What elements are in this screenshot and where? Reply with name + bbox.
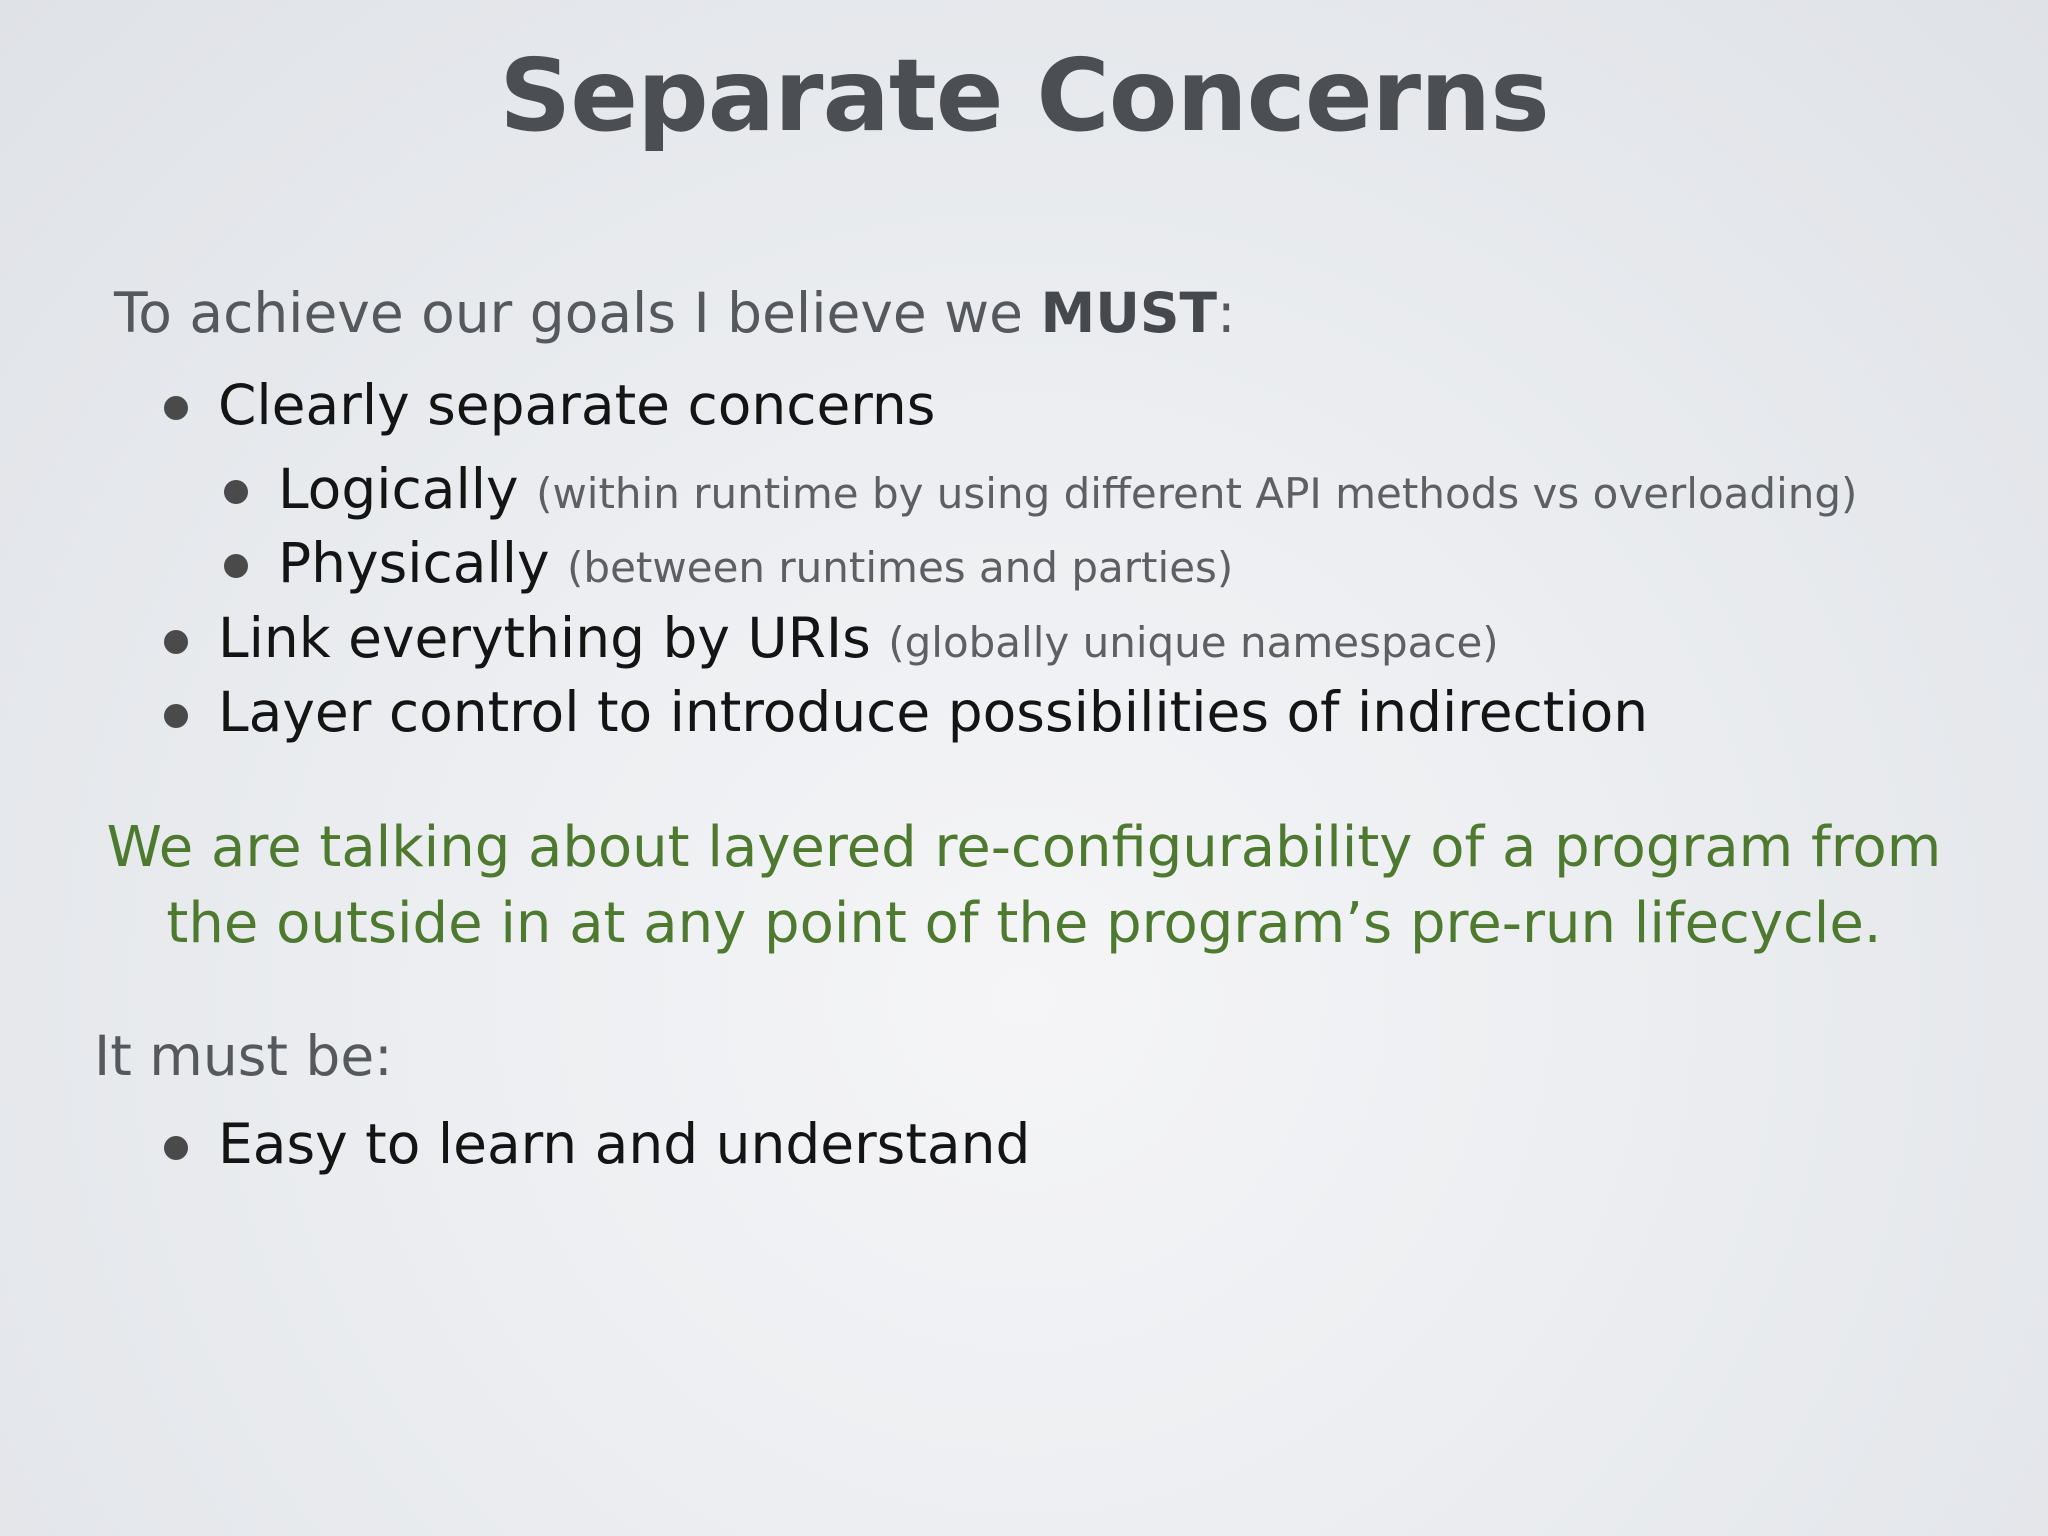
callout-statement [0,810,2048,962]
intro-text: To achieve our goals I believe we [114,281,1041,345]
sub-bullet-text: Physically [278,531,550,595]
requirements-heading: It must be: [94,1024,393,1088]
bullet-item-layer-control [218,681,1648,744]
sub-bullet-item-physically [278,532,1233,595]
intro-emphasis: MUST [1040,281,1218,345]
callout-line: We are talking about layered re-configurability of a program from [106,815,1942,880]
bullet-text: Easy to learn and understand [218,1112,1031,1176]
bullet-item-link-uris [218,607,1499,670]
intro-line [114,282,1236,345]
bullet-note: (globally unique namespace) [888,618,1499,667]
bullet-text: Layer control to introduce possibilities of indirection [218,680,1649,744]
slide-title: Separate Concerns [499,37,1549,154]
sub-bullet-note: (between runtimes and parties) [567,543,1234,592]
bullet-dot [164,1136,188,1160]
bullet-dot [164,630,188,654]
sub-bullet-dot [224,554,248,578]
bullet-item-separate-concerns [218,374,935,437]
callout-line: the outside in at any point of the program’s pre-run lifecycle. [166,891,1882,956]
sub-bullet-note: (within runtime by using different API methods vs overloading) [536,469,1858,518]
bullet-item-easy-to-learn [218,1113,1030,1176]
sub-bullet-item-logically [278,458,1857,521]
bullet-dot [164,396,188,420]
bullet-dot [164,704,188,728]
sub-bullet-text: Logically [278,457,519,521]
bullet-text: Link everything by URIs [218,606,871,670]
sub-bullet-dot [224,480,248,504]
intro-suffix: : [1217,281,1236,345]
bullet-text: Clearly separate concerns [218,373,936,437]
